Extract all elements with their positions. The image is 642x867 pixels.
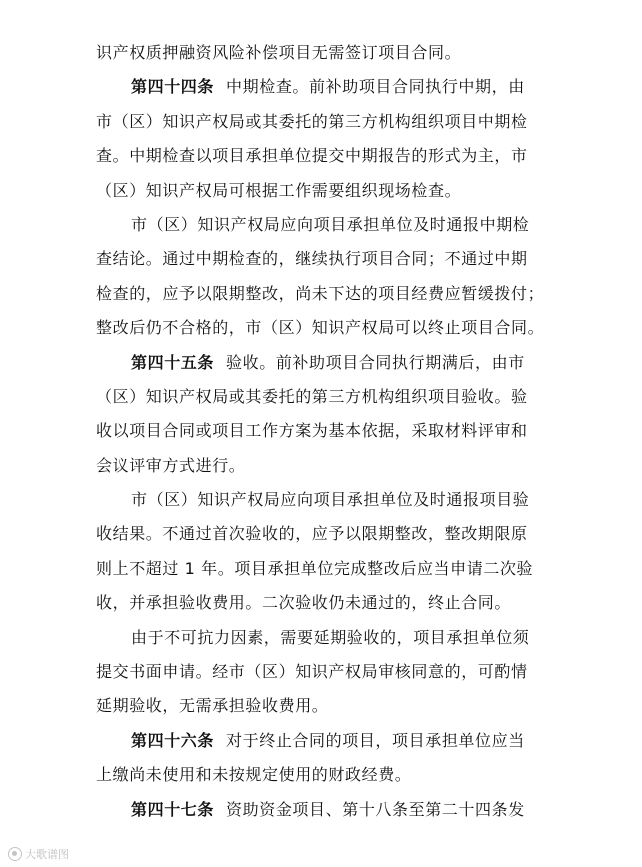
article-47-first-line: [96, 793, 556, 827]
text-segment: 验收。前补助项目合同执行期满后，由市: [226, 352, 525, 372]
article-44-first-line: [96, 70, 556, 104]
watermark-logo-icon: [8, 847, 22, 861]
text-line: 延期验收，无需承担验收费用。: [96, 696, 329, 716]
article-heading: 第四十七条: [131, 799, 215, 819]
article-46-first-line: [96, 724, 556, 758]
text-line: 查。中期检查以项目承担单位提交中期报告的形式为主，市: [96, 146, 528, 166]
text-line: 提交书面申请。经市（区）知识产权局审核同意的，可酌情: [96, 662, 528, 682]
text-line: （区）知识产权局或其委托的第三方机构组织项目验收。验: [96, 386, 528, 406]
text-line: 检查的，应予以限期整改，尚未下达的项目经费应暂缓拨付；: [96, 283, 545, 303]
text-segment: 对于终止合同的项目，项目承担单位应当: [226, 730, 525, 750]
watermark: [8, 846, 69, 862]
text-segment: 中期检查。前补助项目合同执行中期，由: [226, 77, 525, 97]
text-line: 识产权质押融资风险补偿项目无需签订项目合同。: [96, 43, 462, 62]
text-line: 收结果。不通过首次验收的，应予以限期整改，整改期限原: [96, 524, 528, 544]
text-line: 查结论。通过中期检查的，继续执行项目合同；不通过中期: [96, 249, 528, 269]
text-segment: 资助资金项目、第十八条至第二十四条发: [226, 799, 525, 819]
text-line: 整改后仍不合格的，市（区）知识产权局可以终止项目合同。: [96, 318, 545, 338]
text-line: 收以项目合同或项目工作方案为基本依据，采取材料评审和: [96, 421, 528, 441]
article-heading: 第四十四条: [131, 77, 215, 97]
text-line: （区）知识产权局可根据工作需要组织现场检查。: [96, 180, 462, 200]
document-page: [96, 36, 556, 827]
article-heading: 第四十六条: [131, 730, 215, 750]
text-line: 由于不可抗力因素，需要延期验收的，项目承担单位须: [131, 627, 530, 647]
article-45-first-line: [96, 346, 556, 380]
text-line: 收，并承担验收费用。二次验收仍未通过的，终止合同。: [96, 593, 512, 613]
text-line: 则上不超过 1 年。项目承担单位完成整改后应当申请二次验: [96, 558, 534, 578]
article-heading: 第四十五条: [131, 352, 215, 372]
text-line: 市（区）知识产权局应向项目承担单位及时通报项目验: [131, 490, 530, 510]
text-line: 会议评审方式进行。: [96, 455, 246, 475]
text-line: 市（区）知识产权局应向项目承担单位及时通报中期检: [131, 214, 530, 234]
watermark-text: 大歌谱图: [25, 848, 69, 861]
text-line: 市（区）知识产权局或其委托的第三方机构组织项目中期检: [96, 111, 528, 131]
text-line: 上缴尚未使用和未按规定使用的财政经费。: [96, 765, 412, 785]
